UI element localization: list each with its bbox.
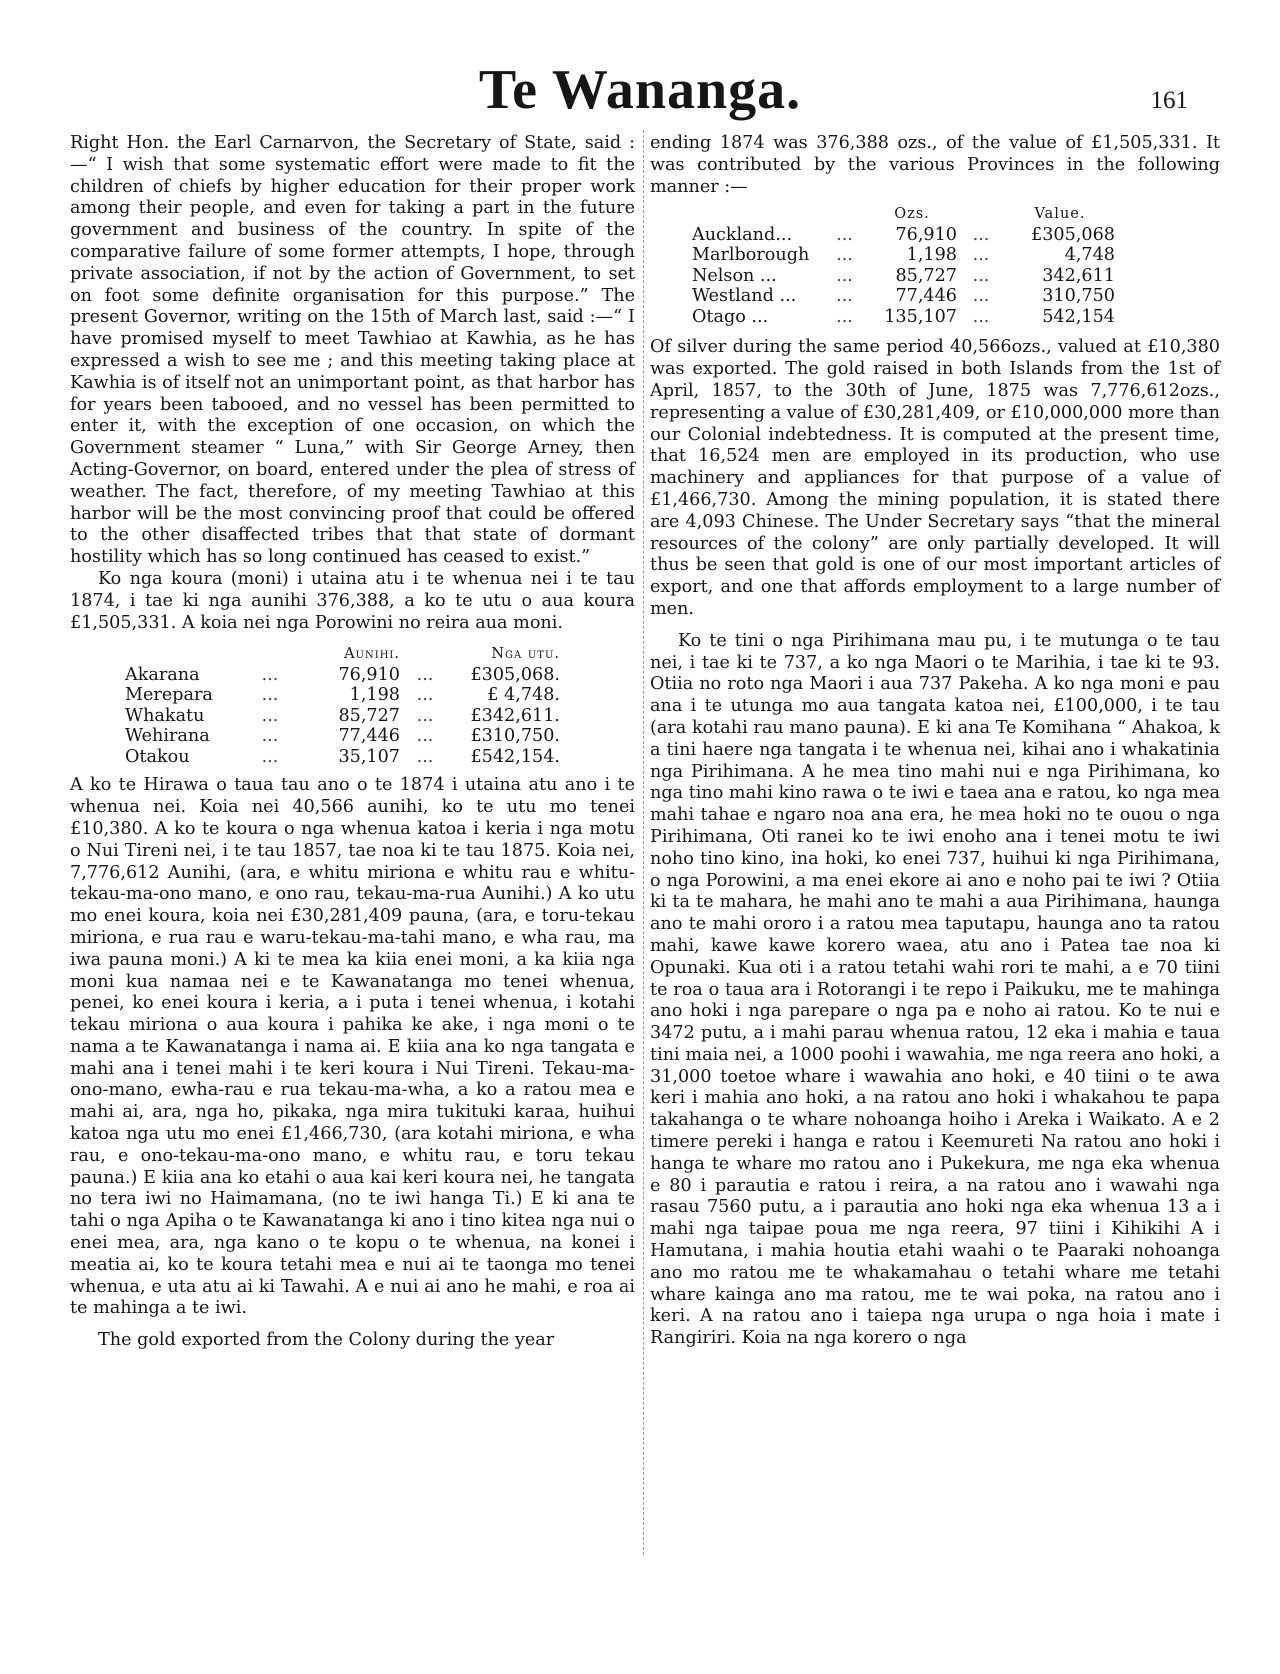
- gold-table-maori: [125, 644, 560, 767]
- table-row: [692, 245, 1115, 266]
- leader-dots: ...: [416, 705, 434, 726]
- paragraph-earl-carnarvon: Right Hon. the Earl Carnarvon, the Secretary of State, said :—“ I wish that some systematic effort were made to fit the children of chiefs by higher education for their proper work among their people, and even for taking a part in the future government and business of the country. In spite of the comparative failure of some former attempts, I hope, through private association, if not by the action of Government, to set on foot some definite organisation for this purpose.” The present Governor, writing on the 15th of March last, said :—“ I have promised myself to meet Tawhiao at Kawhia, as he has expressed a wish to see me ; and this meeting taking place at Kawhia is of itself not an unimportant point, as that harbor has for years been tabooed, and no vessel has been permitted to enter it, with the exception of one occasion, on which the Government steamer “ Luna,” with Sir George Arney, then Acting-Governor, on board, entered under the plea of stress of weather. The fact, therefore, of my meeting Tawhiao at this harbor will be the most convincing proof that could be offered to the other disaffected tribes that that state of dormant hostility which has so long continued has ceased to exist.”: [70, 133, 635, 568]
- leader-dots: ...: [416, 685, 434, 706]
- leader-dots: ...: [261, 685, 279, 706]
- table-row: [692, 286, 1115, 307]
- ounces-value: 77,446: [895, 286, 957, 307]
- province-name: Merepara: [125, 685, 213, 706]
- table-header-row: [125, 644, 560, 665]
- left-column: [70, 133, 635, 1352]
- column-divider: [643, 130, 644, 1555]
- page-number: 161: [1150, 87, 1188, 114]
- table-header: Value.: [1034, 206, 1086, 223]
- pound-value: 342,611: [1042, 265, 1115, 286]
- paragraph-silver: Of silver during the same period 40,566ozs., valued at £10,380 was exported. The gold raised in both Islands from the 1st of April, 1857, to the 30th of June, 1875 was 7,776,612ozs., representing a value of £30,281,409, or £10,000,000 more than our Colonial indebtedness. It is computed at the present time, that 16,524 men are employed in its production, who use machinery and appliances for that purpose of a value of £1,466,730. Among the mining population, it is stated there are 4,093 Chinese. The Under Secretary says “that the mineral resources of the colony” are only partially developed. It will thus be seen that gold is one of our most important articles of export, and one that affords employment to a large number of men.: [650, 337, 1220, 619]
- leader-dots: ...: [836, 286, 853, 307]
- leader-dots: ...: [972, 265, 990, 286]
- province-name: Auckland...: [692, 224, 793, 245]
- paragraph-hirawa: A ko te Hirawa o taua tau ano o te 1874 i utaina atu ano i te whenua nei. Koia nei 40,566 aunihi, ko te utu mo tenei £10,380. A ko te koura o nga whenua katoa i keria i nga motu o Nui Tireni nei, i te tau 1857, tae noa ki te tau 1875. Koia nei, 7,776,612 Aunihi, (ara, e whitu miriona e whitu rau e whitu-tekau-ma-ono mano, e ono rau, tekau-ma-rua Aunihi.) A ko utu mo enei koura, koia nei £30,281,409 pauna, (ara, e toru-tekau miriona, e rua rau e waru-tekau-ma-tahi mano, e wha rau, ma iwa pauna moni.) A ki te mea ka kiia enei moni, a ka kiia nga moni kua namaa nei e te Kawanatanga mo tenei whenua, penei, ko enei koura i keria, a i puta i tenei whenua, i kotahi tekau miriona o aua koura i pahika ke ake, i nga moni o te nama a te Kawanatanga i nama ai. E kiia ana ko nga tangata e mahi ana i tenei mahi i te keri koura i Nui Tireni. Tekau-ma-ono-mano, ewha-rau e rua tekau-ma-wha, a ko a ratou mea e mahi ai, ara, nga ho, pikaka, nga mira tukituki karaa, huihui katoa nga utu mo enei £1,466,730, (ara kotahi miriona, e wha rau, e ono-tekau-ma-ono mano, e whitu rau, e toru tekau pauna.) E kiia ana ko etahi o aua kai keri koura nei, he tangata no tera iwi no Haimamana, (no te iwi hanga Ti.) E ki ana te tahi o nga Apiha o te Kawanatanga ki ano i tino kitea nga nui o enei mea, ara, nga kano o te kopu o te whenua, na konei i meatia ai, ko te koura tetahi mea e nui ai te taonga mo tenei whenua, e uta atu ai ki Tawahi. A e nui ai ano he mahi, e roa ai te mahinga a te iwi.: [70, 775, 635, 1319]
- table-header-row: [692, 204, 1115, 225]
- table-row: [125, 685, 560, 706]
- leader-dots: ...: [972, 224, 990, 245]
- ounces-value: 85,727: [895, 265, 957, 286]
- paragraph-ending-1874: ending 1874 was 376,388 ozs., of the value of £1,505,331. It was contributed by the various Provinces in the following manner :—: [650, 133, 1220, 197]
- right-column: [650, 133, 1220, 1350]
- leader-dots: ...: [261, 726, 279, 747]
- table-header: Nga utu.: [491, 646, 560, 663]
- ounces-value: 1,198: [906, 245, 957, 266]
- pound-value: £342,611.: [470, 705, 560, 726]
- ounces-value: 35,107: [338, 746, 400, 767]
- table-row: [125, 665, 560, 686]
- ounces-value: 135,107: [884, 306, 957, 327]
- leader-dots: ...: [972, 245, 990, 266]
- leader-dots: ...: [836, 224, 853, 245]
- pound-value: 4,748: [1064, 245, 1115, 266]
- leader-dots: ...: [416, 746, 434, 767]
- leader-dots: ...: [261, 664, 279, 685]
- pound-value: £305,068.: [470, 664, 560, 685]
- ounces-value: 85,727: [338, 705, 400, 726]
- province-name: Otago ...: [692, 306, 769, 327]
- table-row: [692, 225, 1115, 246]
- leader-dots: ...: [836, 265, 853, 286]
- province-name: Westland ...: [692, 286, 797, 307]
- page-title: Te Wananga.: [478, 59, 802, 121]
- ounces-value: 76,910: [895, 224, 957, 245]
- gold-table-english: [692, 204, 1115, 327]
- province-name: Otakou: [125, 746, 190, 767]
- province-name: Marlborough: [692, 245, 810, 266]
- pound-value: 542,154: [1042, 306, 1115, 327]
- leader-dots: ...: [416, 726, 434, 747]
- table-row: [125, 706, 560, 727]
- leader-dots: ...: [972, 286, 990, 307]
- leader-dots: ...: [416, 664, 434, 685]
- pound-value: £542,154.: [470, 746, 560, 767]
- province-name: Nelson ...: [692, 265, 777, 286]
- paragraph-pirihimana: Ko te tini o nga Pirihimana mau pu, i te mutunga o te tau nei, i tae ki te 737, a ko nga Maori o te Marihia, i tae ki te 93. Otiia no roto nga Maori i aua 737 Pakeha. A ko nga moni e pau ana i te utunga mo aua tangata katoa nei, £100,000, i te tau (ara kotahi rau mano pauna). E ki ana Te Komihana “ Ahakoa, k a tini haere nga tangata i te whenua nei, kihai ano i whakatinia nga Pirihimana. A he mea tino mahi nui e nga Pirihimana, ko nga tino mahi kino rawa o te iwi e taea ana e ratou, ko nga mea mahi tahae e ngaro noa ana era, he mea hoki no te ouou o nga Pirihimana, Oti ranei ko te iwi enoho ana i tenei motu te iwi noho tino kino, ina hoki, ko enei 737, huihui ki nga Pirihimana, o nga Porowini, a ma enei ekore ai ano e noho pai te iwi ? Otiia ki ta te mahara, he mahi ano te mahi a aua Pirihimana, haunga ano te mahi ororo i a ratou mea taputapu, haunga ano ta ratou mahi, kawe kawe korero waea, atu ano i Patea tae noa ki Opunaki. Kua oti i a ratou tetahi wahi rori te mahi, a e 70 tiini te roa o taua ara i Rotorangi i te repo i Paikuku, me te mahinga ano hoki i nga parepare o nga pa e noho ai ratou. Ko te nui e 3472 putu, a i mahi parau whenua ratou, 12 eka i mahia e taua tini maia nei, a 1000 poohi i wawahia, me nga reera ano hoki, a 31,000 toetoe whare i wawahia ano hoki, e 40 tiini o te awa keri i mahia ano hoki, a na ratou ano hoki i whakahou te papa takahanga o te whare nohoanga hoiho i Areka i Waikato. A e 2 timere pereki i hanga e ratou i Keemureti Na ratou ano hoki i hanga te whare mo ratou ano i Pukekura, me nga eka whenua e 80 i parautia e ratou i reira, a na ratou ano i wawahi nga rasau 7560 putu, a i parautia ano hoki nga eka whenua 13 a i mahi nga taipae poua me nga reera, 97 tiini i Kihikihi A i Hamutana, i mahia houtia etahi waahi o te Paaraki nohoanga ano mo ratou me te whakamahau o tetahi whare me tetahi whare kainga ano ma ratou, me te wai poka, na ratou ano i keri. A na ratou ano i taiepa nga urupa o nga hoia i mate i Rangiriri. Koia na nga korero o nga: [650, 630, 1220, 1349]
- province-name: Whakatu: [125, 705, 205, 726]
- table-row: [692, 307, 1115, 328]
- table-header: Ozs.: [894, 206, 930, 223]
- table-row: [125, 747, 560, 768]
- table-row: [125, 726, 560, 747]
- ounces-value: 76,910: [338, 664, 400, 685]
- table-row: [692, 266, 1115, 287]
- leader-dots: ...: [261, 746, 279, 767]
- paragraph-koura-maori: Ko nga koura (moni) i utaina atu i te whenua nei i te tau 1874, i tae ki nga aunihi 376,388, a ko te utu o aua koura £1,505,331. A koia nei nga Porowini no reira aua moni.: [70, 568, 635, 633]
- paragraph-gold-exported: The gold exported from the Colony during the year: [98, 1330, 555, 1351]
- leader-dots: ...: [972, 306, 990, 327]
- ounces-value: 1,198: [349, 685, 400, 706]
- province-name: Akarana: [125, 664, 200, 685]
- leader-dots: ...: [836, 306, 853, 327]
- pound-value: £310,750.: [470, 726, 560, 747]
- province-name: Wehirana: [125, 726, 210, 747]
- pound-value: £ 4,748.: [487, 685, 560, 706]
- leader-dots: ...: [836, 245, 853, 266]
- pound-value: 310,750: [1042, 286, 1115, 307]
- leader-dots: ...: [261, 705, 279, 726]
- table-header: Aunihi.: [344, 646, 400, 663]
- ounces-value: 77,446: [338, 726, 400, 747]
- pound-value: £305,068: [1031, 224, 1115, 245]
